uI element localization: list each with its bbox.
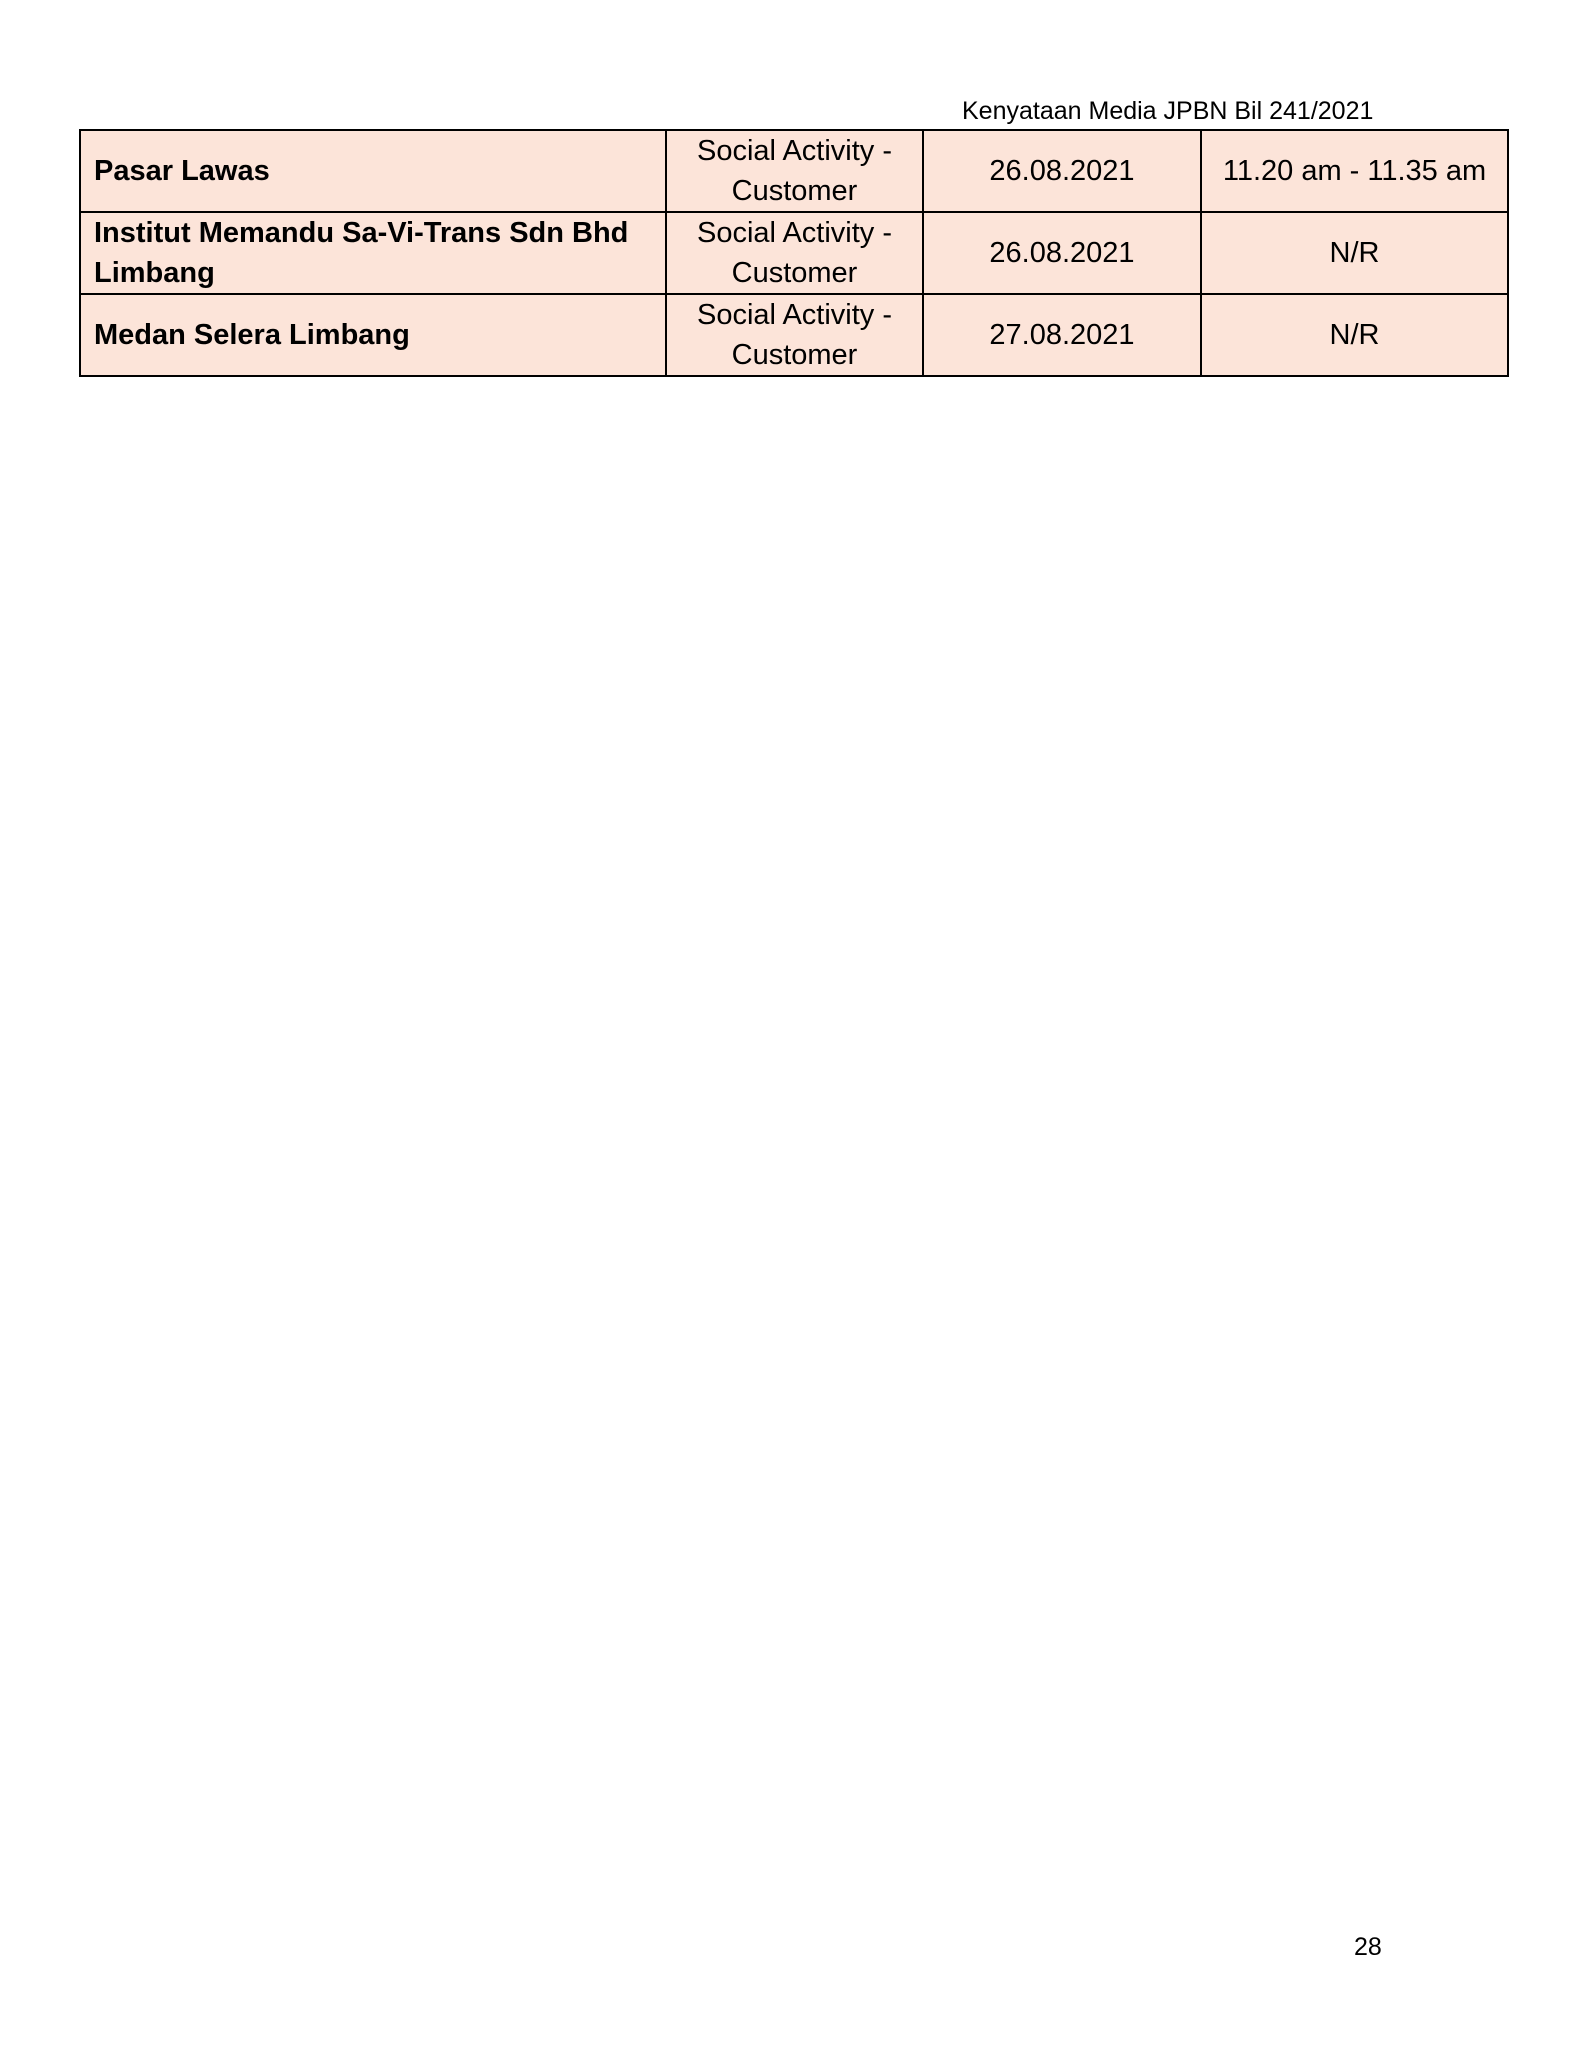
document-reference: Kenyataan Media JPBN Bil 241/2021 — [962, 97, 1374, 125]
premise-cell: Pasar Lawas — [80, 130, 666, 212]
table-row — [80, 130, 1508, 212]
time-cell: 11.20 am - 11.35 am — [1201, 130, 1508, 212]
date-cell: 26.08.2021 — [923, 130, 1201, 212]
date-cell: 26.08.2021 — [923, 212, 1201, 294]
table-row — [80, 294, 1508, 376]
time-cell: N/R — [1201, 294, 1508, 376]
table-row — [80, 212, 1508, 294]
category-cell: Social Activity - Customer — [666, 130, 923, 212]
page-number: 28 — [1354, 1933, 1382, 1961]
category-cell: Social Activity - Customer — [666, 212, 923, 294]
category-cell: Social Activity - Customer — [666, 294, 923, 376]
premise-cell: Medan Selera Limbang — [80, 294, 666, 376]
premises-table — [79, 129, 1509, 377]
time-cell: N/R — [1201, 212, 1508, 294]
premise-cell: Institut Memandu Sa-Vi-Trans Sdn Bhd Limbang — [80, 212, 666, 294]
date-cell: 27.08.2021 — [923, 294, 1201, 376]
